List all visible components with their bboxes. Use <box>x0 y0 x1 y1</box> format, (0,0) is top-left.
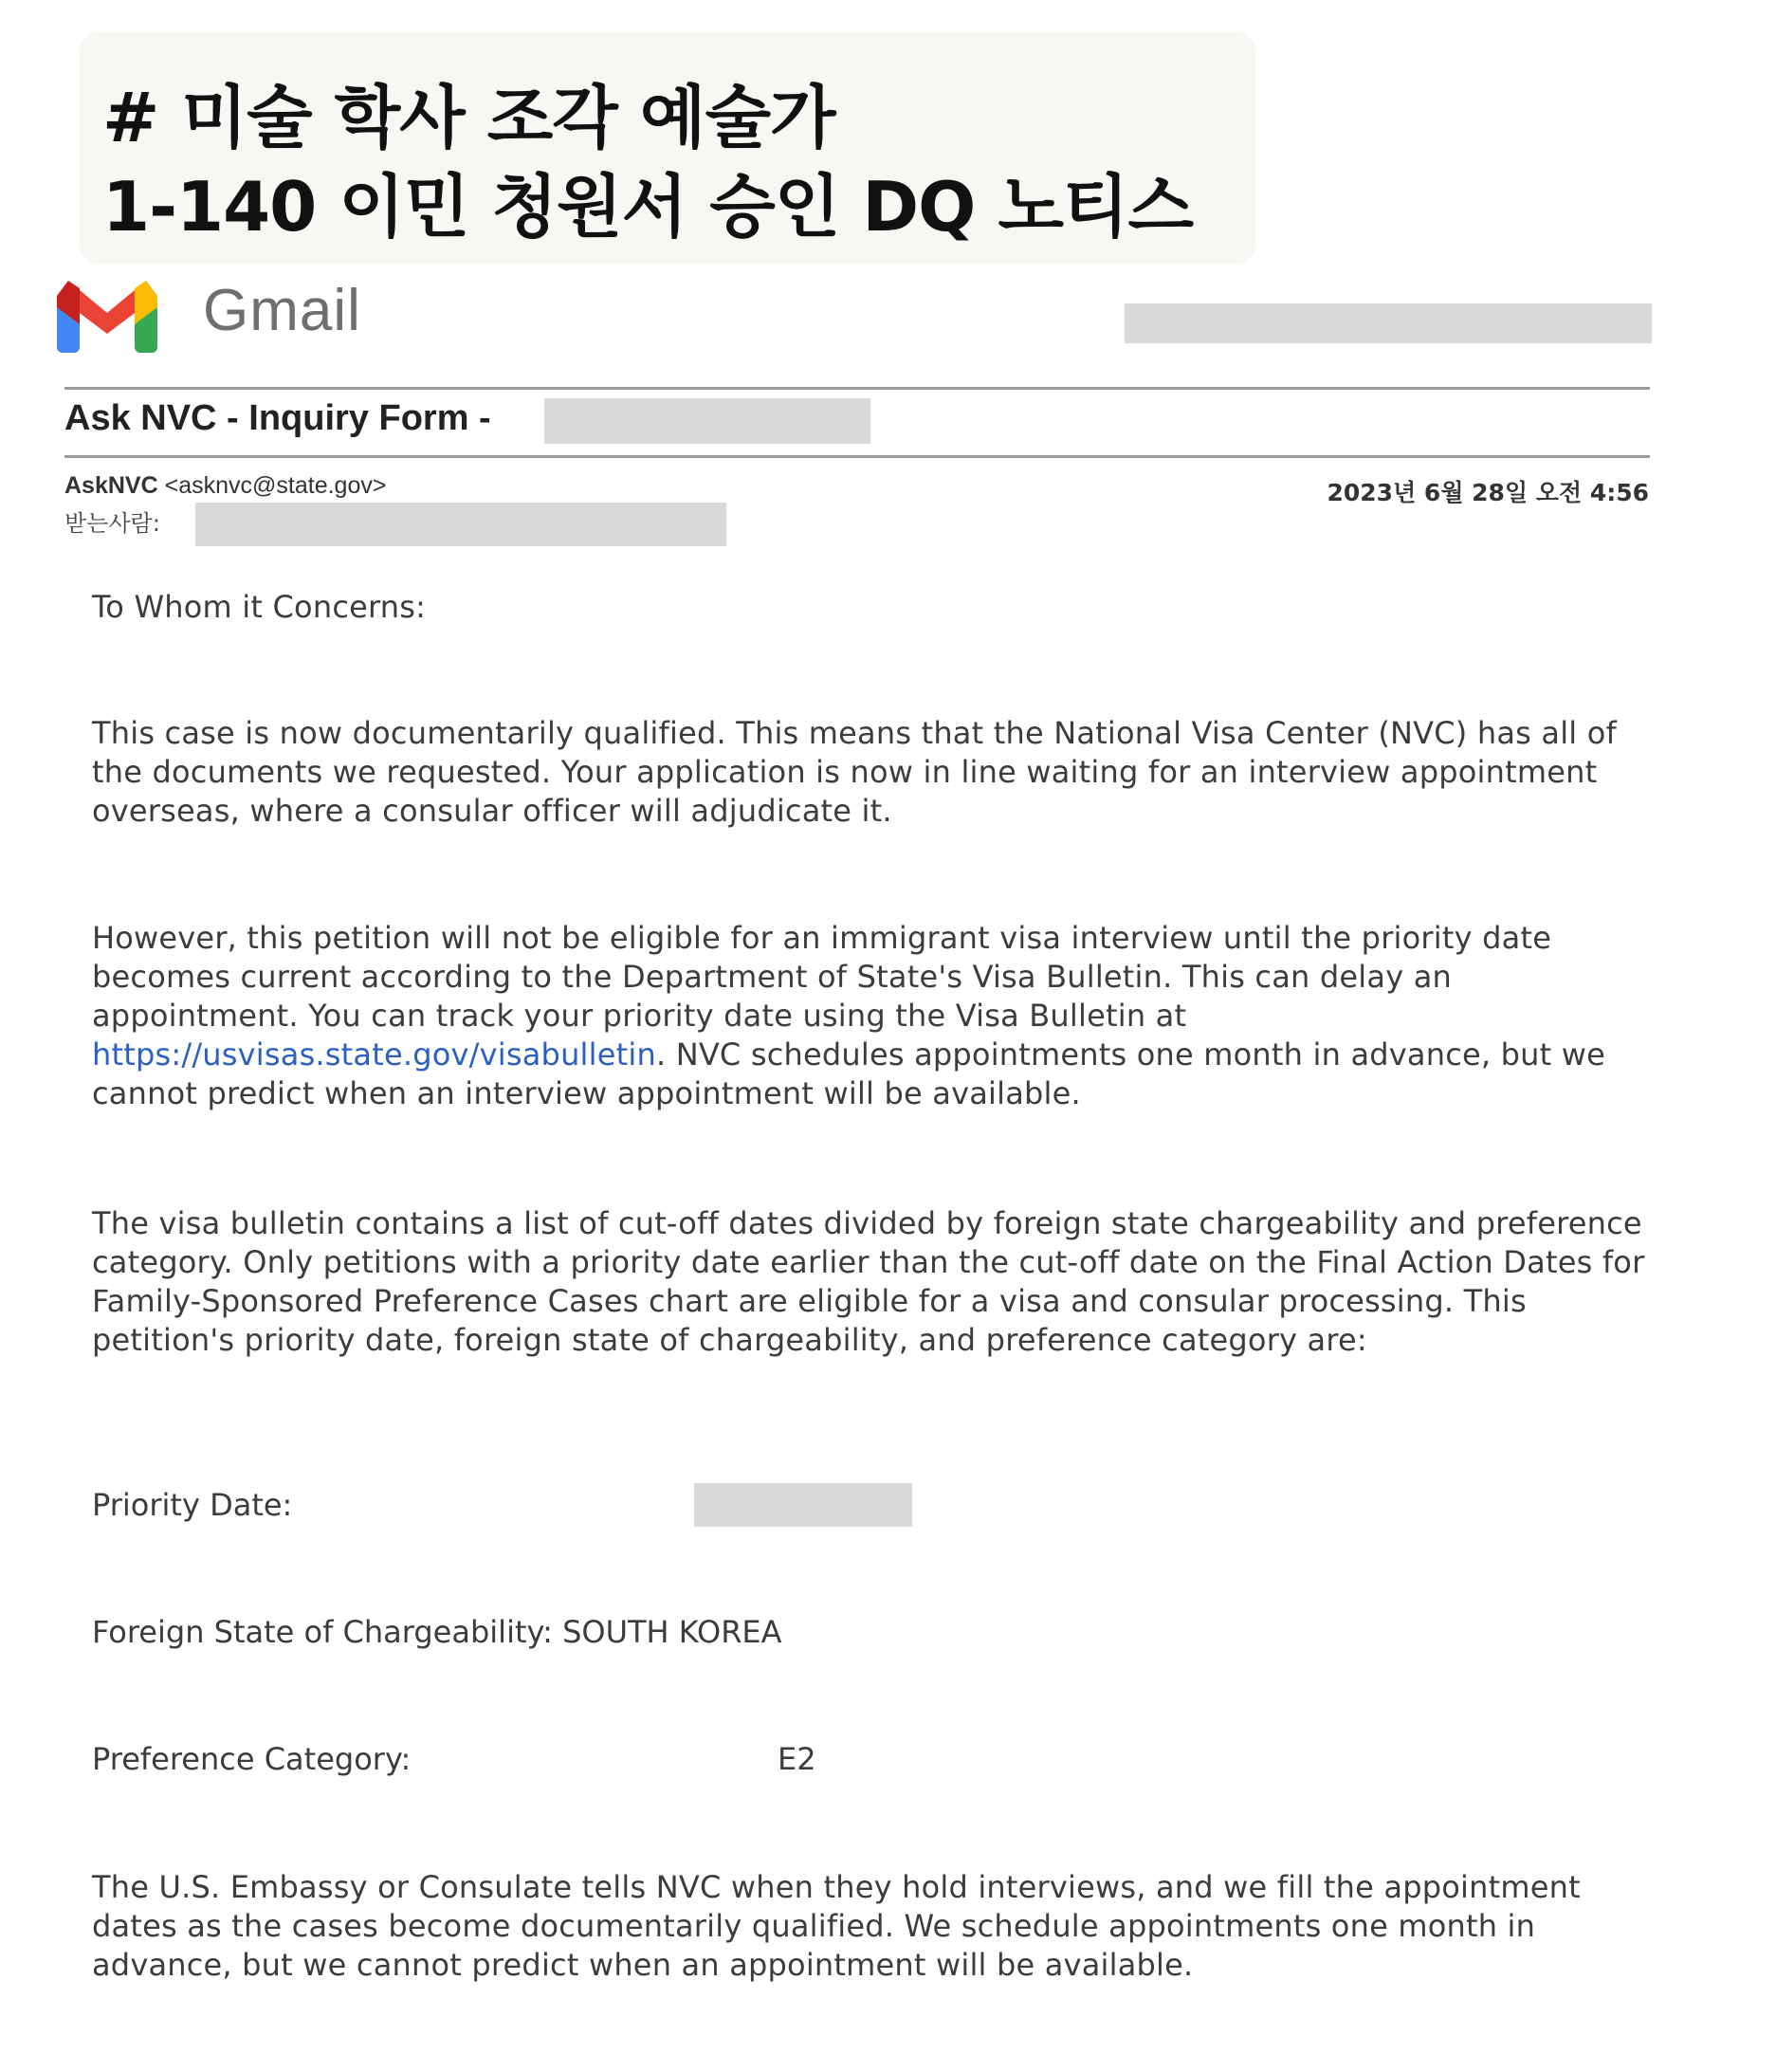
visa-bulletin-link[interactable]: https://usvisas.state.gov/visabulletin <box>92 1036 656 1073</box>
paragraph-2-text <box>92 919 1647 1113</box>
gmail-wordmark: Gmail <box>203 278 361 343</box>
paragraph-2-start: However, this petition will not be eligible for an immigrant visa interview until the priority date becomes current according to the Department of State's Visa Bulletin. This can delay an appointment. You can track your priority date using the Visa Bulletin at <box>92 920 1552 1034</box>
email-date: 2023년 6월 28일 오전 4:56 <box>1327 479 1649 506</box>
preference-category-label: Preference Category: <box>92 1741 412 1777</box>
redacted-recipient-block <box>195 503 726 546</box>
email-greeting: To Whom it Concerns: <box>92 589 427 625</box>
email-paragraph-2 <box>92 919 1647 1113</box>
paragraph-1-text: This case is now documentarily qualified. This means that the National Visa Center (NVC) has all of the documents we requested. Your application is now in line waiting for an interview appointment overseas, where a consular officer will adjudicate it. <box>92 715 1618 829</box>
title-banner <box>80 32 1255 264</box>
sender-address[interactable]: <asknvc@state.gov> <box>164 472 387 499</box>
sender-name: AskNVC <box>64 472 158 499</box>
redacted-subject-block <box>544 398 870 444</box>
redacted-account-block <box>1125 303 1652 343</box>
banner-title-line-1: # 미술 학사 조각 예술가 <box>102 78 835 157</box>
redacted-priority-date <box>694 1483 912 1527</box>
chargeability-field: Foreign State of Chargeability: SOUTH KOREA <box>92 1614 782 1650</box>
sender-line <box>64 472 386 500</box>
email-paragraph-3 <box>92 1204 1647 1360</box>
priority-date-label: Priority Date: <box>92 1487 293 1523</box>
email-subject: Ask NVC - Inquiry Form - <box>64 398 491 438</box>
paragraph-4-text: The U.S. Embassy or Consulate tells NVC when they hold interviews, and we fill the appointment dates as the cases become documentarily qualified. We schedule appointments one month in advance, but we cannot predict when an appointment will be available. <box>92 1869 1581 1983</box>
banner-title-line-2: 1-140 이민 청원서 승인 DQ 노티스 <box>102 167 1194 247</box>
preference-category-value: E2 <box>778 1741 816 1777</box>
email-paragraph-1 <box>92 714 1647 831</box>
paragraph-3-text: The visa bulletin contains a list of cut-off dates divided by foreign state chargeability and preference category. Only petitions with a priority date earlier than the cut-off date on the Final Action Dates for Family-Sponsored Preference Cases chart are eligible for a visa and consular processing. This petition's priority date, foreign state of chargeability, and preference category are: <box>92 1205 1645 1358</box>
paragraph-2-end: . NVC schedules appointments one month in advance, but we cannot predict when an interview appointment will be available. <box>92 1036 1605 1111</box>
gmail-m-icon <box>53 275 161 355</box>
header-divider <box>64 387 1650 390</box>
email-paragraph-4 <box>92 1868 1647 1985</box>
subject-divider <box>64 455 1650 458</box>
recipient-label: 받는사람: <box>64 510 160 537</box>
